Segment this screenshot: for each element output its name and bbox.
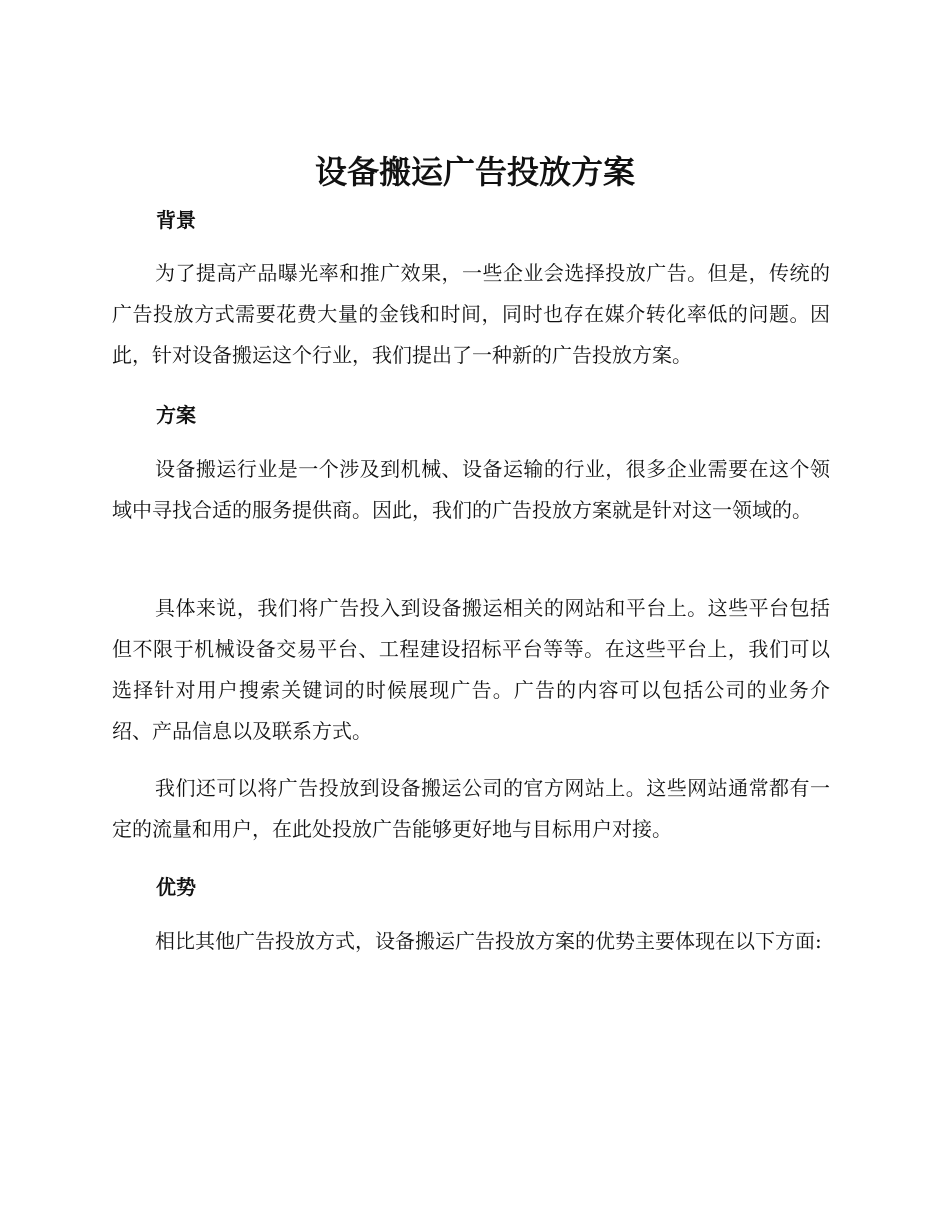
plan-paragraph-3: 我们还可以将广告投放到设备搬运公司的官方网站上。这些网站通常都有一定的流量和用户，在此处投放广告能够更好地与目标用户对接。 bbox=[112, 776, 830, 841]
plan-paragraph-1: 设备搬运行业是一个涉及到机械、设备运输的行业，很多企业需要在这个领域中寻找合适的服务提供商。因此，我们的广告投放方案就是针对这一领域的。 bbox=[112, 457, 830, 522]
section-heading-plan: 方案 bbox=[156, 403, 196, 427]
background-paragraph: 为了提高产品曝光率和推广效果，一些企业会选择投放广告。但是，传统的广告投放方式需要花费大量的金钱和时间，同时也存在媒介转化率低的问题。因此，针对设备搬运这个行业，我们提出了一种新的广告投放方案。 bbox=[112, 261, 830, 367]
section-heading-background: 背景 bbox=[156, 208, 196, 232]
section-heading-advantages: 优势 bbox=[156, 875, 196, 899]
document-title: 设备搬运广告投放方案 bbox=[314, 153, 635, 191]
advantages-paragraph: 相比其他广告投放方式，设备搬运广告投放方案的优势主要体现在以下方面: bbox=[155, 929, 822, 953]
plan-paragraph-2: 具体来说，我们将广告投入到设备搬运相关的网站和平台上。这些平台包括但不限于机械设备交易平台、工程建设招标平台等等。在这些平台上，我们可以选择针对用户搜索关键词的时候展现广告。广告的内容可以包括公司的业务介绍、产品信息以及联系方式。 bbox=[112, 596, 830, 743]
